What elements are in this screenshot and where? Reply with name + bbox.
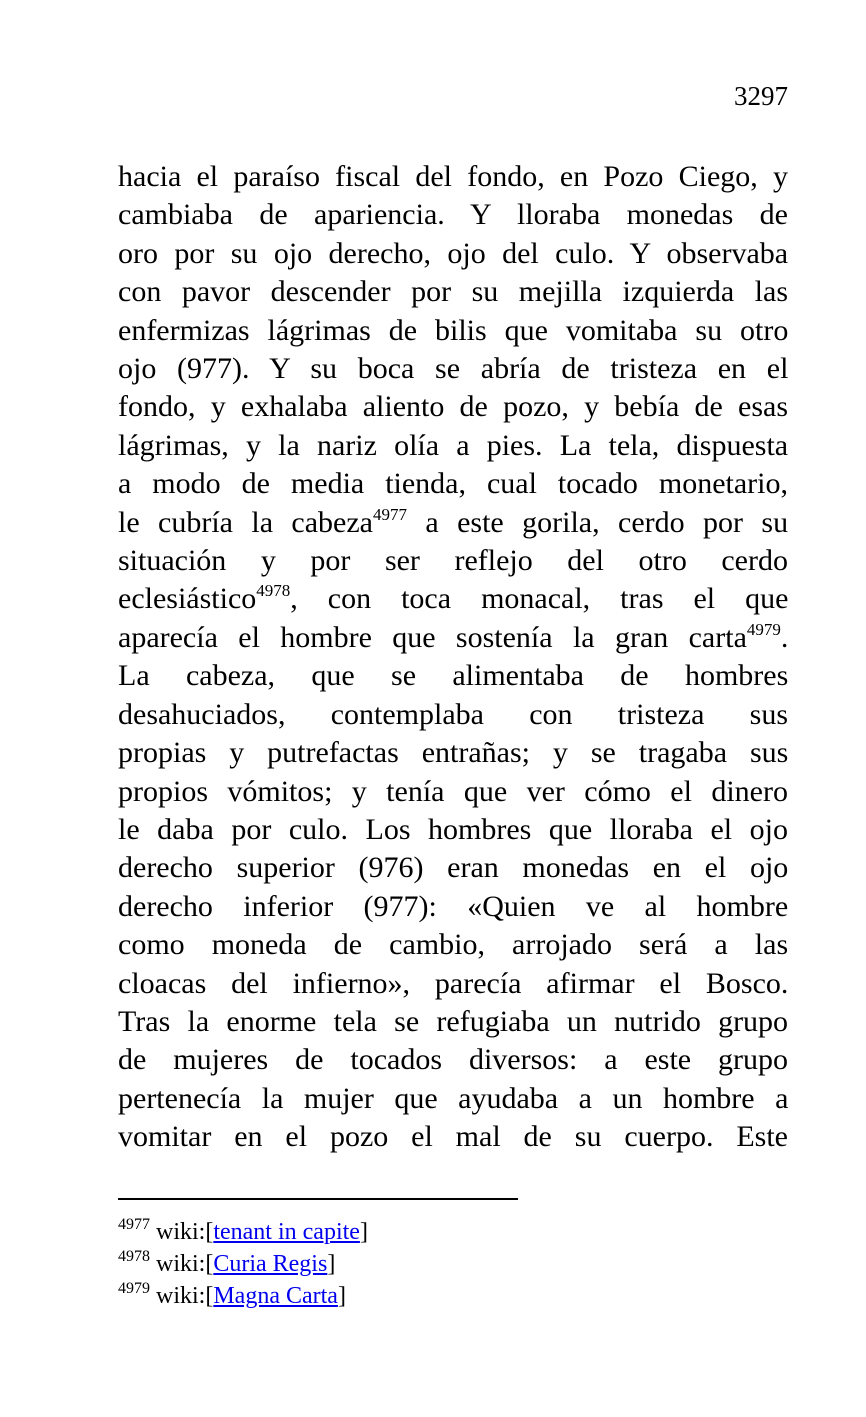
footnote-link[interactable]: tenant in capite — [213, 1219, 360, 1245]
text-line: vomitar en el pozo el mal de su cuerpo. Este — [118, 1120, 788, 1154]
text-line: Tras la enorme tela se refugiaba un nutrido grupo — [118, 1004, 789, 1038]
text-line: situación y por ser reflejo del otro cerdo — [118, 544, 788, 578]
text-line: derecho superior (976) eran monedas en el ojo — [118, 851, 789, 885]
footnote-number: 4977 — [118, 1216, 150, 1233]
text-line: enfermizas lágrimas de bilis que vomitaba su otro — [118, 313, 789, 347]
footnote-reference[interactable]: 4978 — [256, 581, 291, 601]
text-line: hacia el paraíso fiscal del fondo, en Pozo Ciego, y — [118, 160, 788, 193]
text-line — [118, 619, 788, 657]
footnote-item — [118, 1216, 788, 1248]
text-line: La cabeza, que se alimentaba de hombres — [118, 659, 789, 693]
footnote-reference[interactable]: 4979 — [746, 619, 781, 639]
text-line: con pavor descender por su mejilla izquierda las — [118, 275, 788, 309]
text-line: lágrimas, y la nariz olía a pies. La tela, dispuesta — [118, 428, 789, 462]
text-line: propias y putrefactas entrañas; y se tragaba sus — [118, 736, 789, 770]
text-fragment: . — [780, 620, 789, 654]
text-fragment: , con toca monacal, tras el que — [290, 582, 789, 616]
text-line — [118, 580, 788, 618]
footnote-item — [118, 1280, 788, 1312]
text-line: desahuciados, contemplaba con tristeza sus — [118, 697, 788, 731]
text-line: derecho inferior (977): «Quien ve al hombre — [118, 889, 789, 923]
text-line: pertenecía la mujer que ayudaba a un hombre a — [118, 1081, 789, 1115]
text-line: fondo, y exhalaba aliento de pozo, y bebía de esas — [118, 390, 788, 424]
text-fragment: le cubría la cabeza — [118, 505, 374, 539]
footnote-number: 4978 — [118, 1248, 150, 1265]
footnote-prefix: wiki:[ — [156, 1219, 214, 1245]
footnotes — [118, 1216, 788, 1312]
page-number: 3297 — [734, 81, 788, 111]
footnote-item — [118, 1248, 788, 1280]
footnote-link[interactable]: Magna Carta — [213, 1283, 338, 1309]
text-line: oro por su ojo derecho, ojo del culo. Y observaba — [118, 236, 789, 270]
text-line: ojo (977). Y su boca se abría de tristeza en el — [118, 352, 789, 386]
footnote-link[interactable]: Curia Regis — [213, 1251, 328, 1277]
text-fragment: a este gorila, cerdo por su — [407, 505, 789, 539]
footnote-divider — [118, 1198, 518, 1200]
body-text — [118, 158, 788, 1157]
text-line: de mujeres de tocados diversos: a este grupo — [118, 1043, 789, 1077]
text-line: cloacas del infierno», parecía afirmar el Bosco. — [118, 966, 789, 1000]
text-line: propios vómitos; y tenía que ver cómo el dinero — [118, 774, 788, 808]
footnote-reference[interactable]: 4977 — [373, 504, 408, 524]
text-line: como moneda de cambio, arrojado será a las — [118, 928, 789, 962]
text-line: le daba por culo. Los hombres que lloraba el ojo — [118, 812, 788, 846]
footnote-suffix: ] — [327, 1251, 336, 1277]
footnote-suffix: ] — [359, 1219, 368, 1245]
text-fragment: eclesiástico — [118, 582, 257, 616]
text-line — [118, 504, 788, 542]
footnote-number: 4979 — [118, 1280, 150, 1297]
footnote-suffix: ] — [337, 1283, 346, 1309]
text-line: cambiaba de apariencia. Y lloraba monedas de — [118, 198, 788, 232]
footnote-prefix: wiki:[ — [156, 1283, 214, 1309]
text-line: a modo de media tienda, cual tocado monetario, — [118, 467, 788, 501]
footnote-prefix: wiki:[ — [156, 1251, 214, 1277]
text-fragment: aparecía el hombre que sostenía la gran carta — [118, 620, 747, 654]
